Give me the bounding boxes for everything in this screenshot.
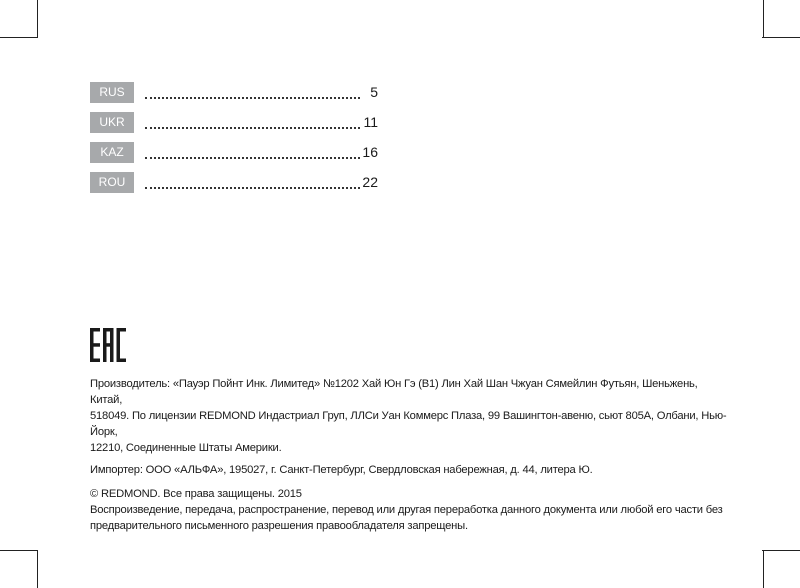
toc-row-kaz[interactable] [90,142,380,164]
crop-mark-top-right-h [762,37,800,38]
toc-row-ukr[interactable] [90,112,380,134]
crop-mark-top-right [763,0,764,38]
rights-line-2: предварительного письменного разрешения правообладателя запрещены. [90,520,468,532]
importer-text: Импортер: ООО «АЛЬФА», 195027, г. Санкт-Петербург, Свердловская набережная, д. 44, литера Ю. [90,464,593,476]
toc-row-rus[interactable] [90,82,380,104]
lang-tag: ROU [90,172,134,193]
crop-mark-bottom-right-h [762,550,800,551]
crop-mark-bottom-right [763,550,764,588]
dot-leader [145,187,360,189]
eac-logo [90,328,126,362]
manufacturer-line-3: 12210, Соединенные Штаты Америки. [90,442,282,454]
dot-leader [145,127,360,129]
rights-line-1: Воспроизведение, передача, распространение, перевод или другая переработка данного документа или любой его части без [90,504,723,516]
manufacturer-line-1: Производитель: «Пауэр Пойнт Инк. Лимитед» №1202 Хай Юн Гэ (В1) Лин Хай Шан Чжуан Сямейлин Футьян, Шеньжень, Китай, [90,378,698,406]
page-number: 16 [362,144,378,160]
manufacturer-line-2: 518049. По лицензии REDMOND Индастриал Груп, ЛЛСи Уан Коммерс Плаза, 99 Вашингтон-авеню, сьют 805А, Олбани, Нью-Йорк, [90,410,727,438]
page-number: 5 [370,84,378,100]
dot-leader [145,97,360,99]
crop-mark-bottom-left [37,550,38,588]
crop-mark-bottom-left-h [0,550,38,551]
page-number: 11 [363,114,378,130]
copyright-text: © REDMOND. Все права защищены. 2015 [90,488,302,500]
lang-tag: RUS [90,82,134,103]
crop-mark-top-left [37,0,38,38]
page-number: 22 [362,174,378,190]
crop-mark-top-left-h [0,37,38,38]
lang-tag: KAZ [90,142,134,163]
toc-row-rou[interactable] [90,172,380,194]
legal-information [90,376,730,534]
table-of-contents [90,82,380,202]
dot-leader [145,157,360,159]
lang-tag: UKR [90,112,134,133]
